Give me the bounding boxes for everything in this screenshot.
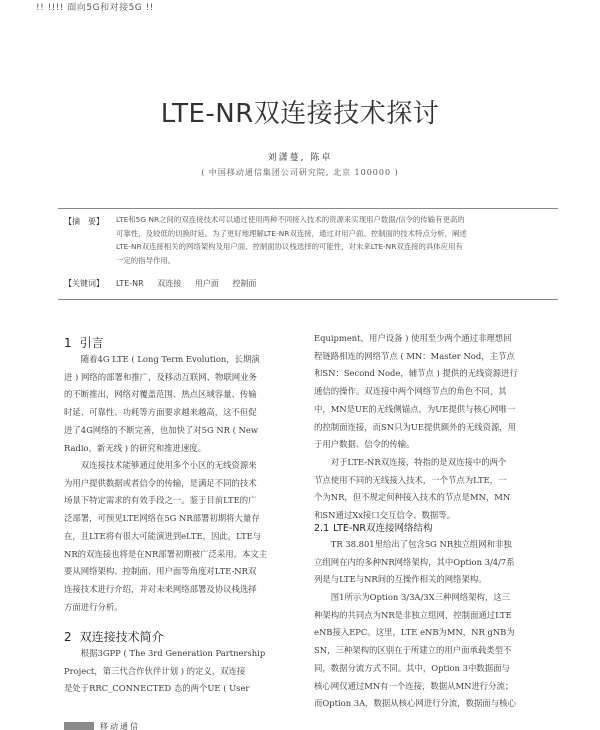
text-line: 对于LTE-NR双连接，特指的是双连接中的两个 [314, 457, 507, 467]
keywords-list [116, 278, 267, 289]
text-line: 同，数据分流方式不同。其中，Option 3中数据面与 [314, 662, 510, 673]
abstract-box [58, 208, 558, 300]
text-line: 于用户数据、信令的传输。 [314, 439, 415, 450]
text-line: 和SN通过Xx接口交互信令、数据等。 [314, 510, 455, 521]
keyword: LTE-NR [116, 279, 144, 288]
text-line: 为用户提供数据或者信令的传输，是满足不同的技术 [64, 477, 257, 488]
section-title: 双连接技术简介 [79, 630, 164, 644]
text-line: 方面进行分析。 [64, 601, 123, 612]
text-line: 要从网络架构、控制面、用户面等角度对LTE-NR双 [64, 566, 257, 577]
paragraph [64, 457, 300, 616]
text-line: Project，第三代合作伙伴计划 ) 的定义，双连接 [64, 665, 246, 676]
text-line: 中，MN是UE的无线侧锚点，为UE提供与核心网唯一 [314, 403, 516, 414]
abstract-line: 可靠性，及较低的切换时延。为了更好地理解LTE-NR双连接，通过对用户面、控制面的技术特点分析，阐述 [116, 228, 467, 238]
text-line: 是处于RRC_CONNECTED 态的两个UE ( User [64, 683, 250, 694]
text-line: 列是与LTE与NR间的互操作相关的网络架构。 [314, 574, 487, 585]
paragraph [314, 536, 550, 589]
abstract-line: 一定的指导作用。 [116, 255, 176, 265]
section-heading-2 [64, 628, 164, 645]
text-line: TR 38.801里给出了包含5G NR独立组网和非独 [314, 539, 512, 549]
section-title: 引言 [79, 336, 104, 350]
text-line: NR的双连接也将是在NR部署初期被广泛采用。本文主 [64, 548, 268, 559]
journal-name: 移动通信 [100, 722, 140, 730]
text-line: 在，且LTE将有很大可能演进到eLTE，因此，LTE与 [64, 530, 262, 541]
text-line: 图1所示为Option 3/3A/3X三种网络架构，这三 [314, 592, 510, 602]
text-line: 程链路相连的网络节点 ( MN：Master Nod，主节点 [314, 350, 515, 361]
text-line: 随着4G LTE ( Long Term Evolution，长期演 [64, 354, 260, 364]
text-line: 场景下特定需求的有效手段之一。鉴于目前LTE的广 [64, 495, 257, 506]
paragraph [314, 454, 550, 525]
text-line: 时延、可靠性、功耗等方面要求越来越高，这不但促 [64, 407, 257, 418]
text-line: 立组网在内的多种NR网络架构，其中Option 3/4/7系 [314, 556, 515, 567]
text-line: SN，三种架构的区别在于所建立的用户面承载类型不 [314, 645, 512, 656]
keyword: 用户面 [194, 279, 219, 288]
text-line: 通信的操作。双连接中两个网络节点的角色不同，其 [314, 386, 507, 397]
text-line: 泛部署，可预见LTE网络在5G NR部署初期将大量存 [64, 513, 260, 524]
text-line: 进了4G网络的不断完善，也加快了对5G NR ( New [64, 424, 259, 435]
text-line: 核心网仅通过MN有一个连接，数据从MN进行分流； [314, 680, 514, 691]
section-number: 1 [64, 336, 72, 350]
text-line: 连接技术进行介绍，并对未来网络部署及协议栈选择 [64, 583, 257, 594]
text-line: 的不断推出，网络对覆盖范围、热点区域容量、传输 [64, 389, 257, 400]
keyword: 双连接 [157, 279, 182, 288]
running-head: !! !!!! 面向5G和对接5G !! [36, 3, 154, 13]
section-heading-1 [64, 334, 104, 351]
text-line: 个为NR，但不规定何种接入技术的节点是MN，MN [314, 492, 511, 503]
text-line: 节点使用不同的无线接入技术，一个节点为LTE，一 [314, 474, 507, 485]
paragraph [314, 589, 550, 713]
text-line: 而Option 3A，数据从核心网进行分流，数据面与核心 [314, 698, 516, 709]
text-line: 种架构的共同点为NR是非独立组网，控制面通过LTE [314, 609, 512, 620]
paper-authors: 刘潇蔓, 陈卓 [267, 153, 333, 163]
text-line: Radio，新无线 ) 的研究和推进速度。 [64, 442, 207, 453]
paragraph [64, 645, 300, 698]
text-line: Equipment，用户设备 ) 使用至少两个通过非理想回 [314, 333, 512, 343]
abstract-text [116, 213, 556, 267]
text-line: 进 ) 网络的部署和推广，及移动互联网、物联网业务 [64, 371, 257, 382]
keywords-label: 【关键词】 [64, 279, 104, 288]
text-line: eNB接入EPC。这里，LTE eNB为MN，NR gNB为 [314, 627, 515, 638]
text-line: 和SN：Second Node，辅节点 ) 提供的无线资源进行 [314, 368, 518, 379]
keyword: 控制面 [232, 279, 257, 288]
paper-title: LTE-NR双连接技术探讨 [160, 99, 440, 129]
page-number-bar [64, 722, 94, 730]
text-line: 双连接技术能够通过使用多个小区的无线资源来 [64, 460, 257, 470]
abstract-line: LTE-NR双连接相关的网络架构及用户面、控制面协议栈选择的可能性，对未来LTE-NR双连接的具体应用有 [116, 242, 463, 252]
paragraph [64, 351, 300, 457]
paper-affiliation: ( 中国移动通信集团公司研究院, 北京 100000 ) [201, 168, 399, 177]
text-line: 的控制面连接，而SN只为UE提供额外的无线资源，用 [314, 421, 517, 432]
subsection-heading [314, 520, 433, 534]
abstract-label: 【摘 要】 [64, 217, 104, 226]
abstract-line: LTE和5G NR之间的双连接技术可以通过使用两种不同接入技术的资源来实现用户数据/信令的传输有更高的 [116, 215, 465, 224]
section-number: 2 [64, 630, 72, 644]
section-title: LTE-NR双连接网络结构 [333, 523, 433, 534]
text-line: 根据3GPP ( The 3rd Generation Partnership [64, 648, 266, 658]
paragraph [314, 330, 550, 454]
section-number: 2.1 [314, 523, 330, 534]
